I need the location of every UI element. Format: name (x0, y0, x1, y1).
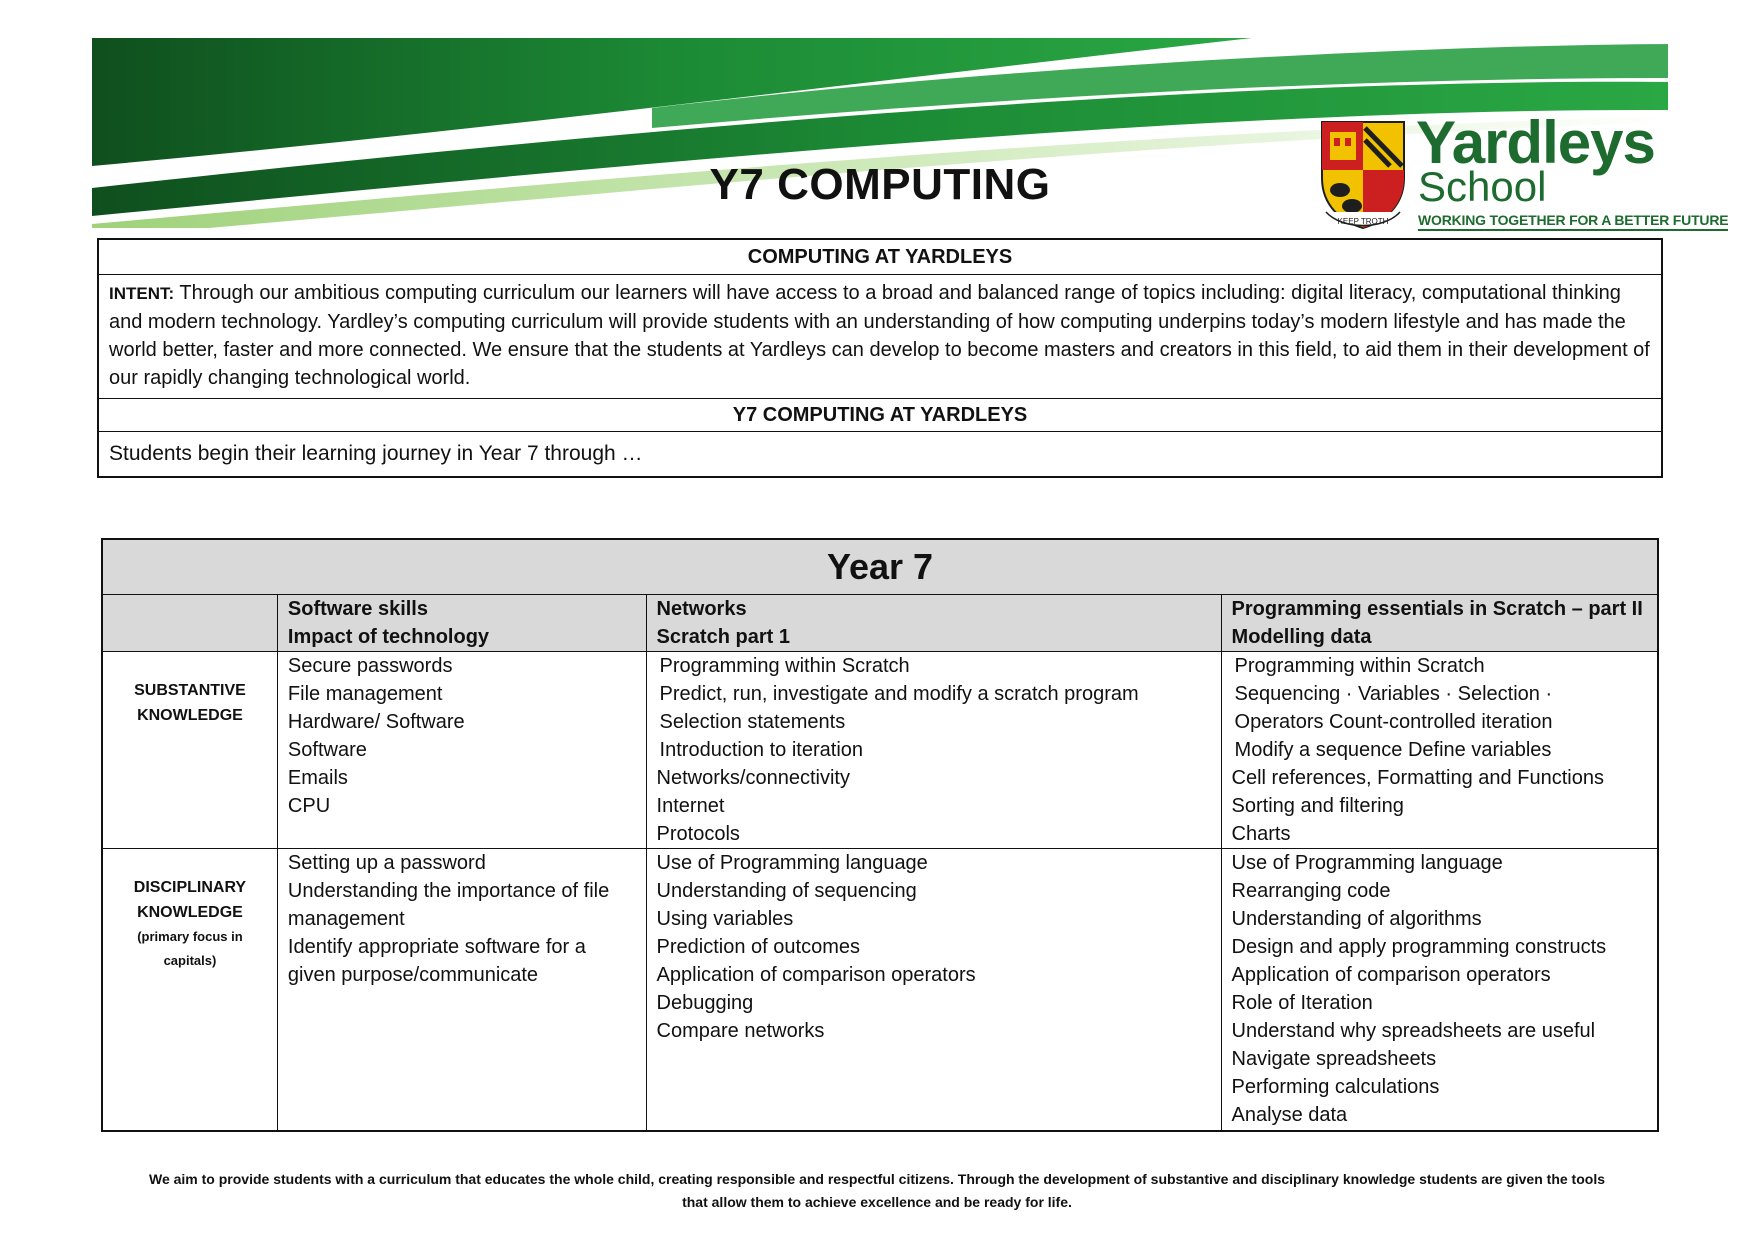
row-label-substantive: SUBSTANTIVE KNOWLEDGE (102, 652, 277, 849)
school-logo (1318, 109, 1729, 238)
intro-heading: COMPUTING AT YARDLEYS (98, 239, 1662, 275)
table-cell: Setting up a password Understanding the importance of file management Identify appropriate software for a given purpose/communicate (277, 849, 646, 1131)
school-crest-icon (1318, 118, 1408, 230)
year-7-table (101, 538, 1659, 1132)
table-cell: Use of Programming language Understanding of sequencing Using variables Prediction of outcomes Application of comparison operators Debugging Compare networks (646, 849, 1221, 1131)
intent-text: Through our ambitious computing curriculum our learners will have access to a broad and balanced range of topics including: digital literacy, computational thinking and modern technology. Yardley’s computing curriculum will provide students with an understanding of how computing underpins today’s modern lifestyle and has made the world better, faster and more connected. We ensure that the students at Yardleys can develop to become masters and creators in this field, to aid them in their development of our rapidly changing technological world. (109, 282, 1650, 389)
intro-table (97, 238, 1663, 478)
y7-heading: Y7 COMPUTING AT YARDLEYS (98, 399, 1662, 432)
svg-text:KEEP TROTH: KEEP TROTH (1337, 217, 1389, 226)
row-label-note: (primary focus in capitals) (137, 929, 243, 968)
table-cell: Secure passwords File management Hardware/ Software Software Emails CPU (277, 652, 646, 849)
column-header: Programming essentials in Scratch – part II Modelling data (1221, 595, 1658, 652)
column-header: Networks Scratch part 1 (646, 595, 1221, 652)
year-title: Year 7 (102, 539, 1658, 595)
logo-wordmark: Yardleys (1416, 109, 1655, 176)
corner-cell (102, 595, 277, 652)
column-header: Software skills Impact of technology (277, 595, 646, 652)
logo-tagline: WORKING TOGETHER FOR A BETTER FUTURE (1418, 212, 1728, 231)
intent-paragraph (98, 275, 1662, 399)
logo-subtitle: School (1418, 163, 1547, 210)
table-cell: Programming within Scratch Predict, run, investigate and modify a scratch program Selection statements Introduction to iteration Networks/connectivity Internet Protocols (646, 652, 1221, 849)
footer-statement: We aim to provide students with a curriculum that educates the whole child, creating responsible and respectful citizens. Through the development of substantive and disciplinary knowledge students are given the tools that allow them to achieve excellence and be ready for life. (148, 1171, 1605, 1210)
page-title: Y7 COMPUTING (709, 160, 1051, 209)
row-label-disciplinary: DISCIPLINARY KNOWLEDGE (primary focus in capitals) (102, 849, 277, 1131)
table-cell: Programming within Scratch Sequencing · Variables · Selection · Operators Count-controlled iteration Modify a sequence Define variables Cell references, Formatting and Functions Sorting and filtering Charts (1221, 652, 1658, 849)
y7-intro-text: Students begin their learning journey in Year 7 through … (98, 432, 1662, 478)
table-cell: Use of Programming language Rearranging code Understanding of algorithms Design and apply programming constructs Application of comparison operators Role of Iteration Understand why spreadsheets are useful Navigate spreadsheets Performing calculations Analyse data (1221, 849, 1658, 1131)
intent-label: INTENT: (109, 284, 175, 303)
